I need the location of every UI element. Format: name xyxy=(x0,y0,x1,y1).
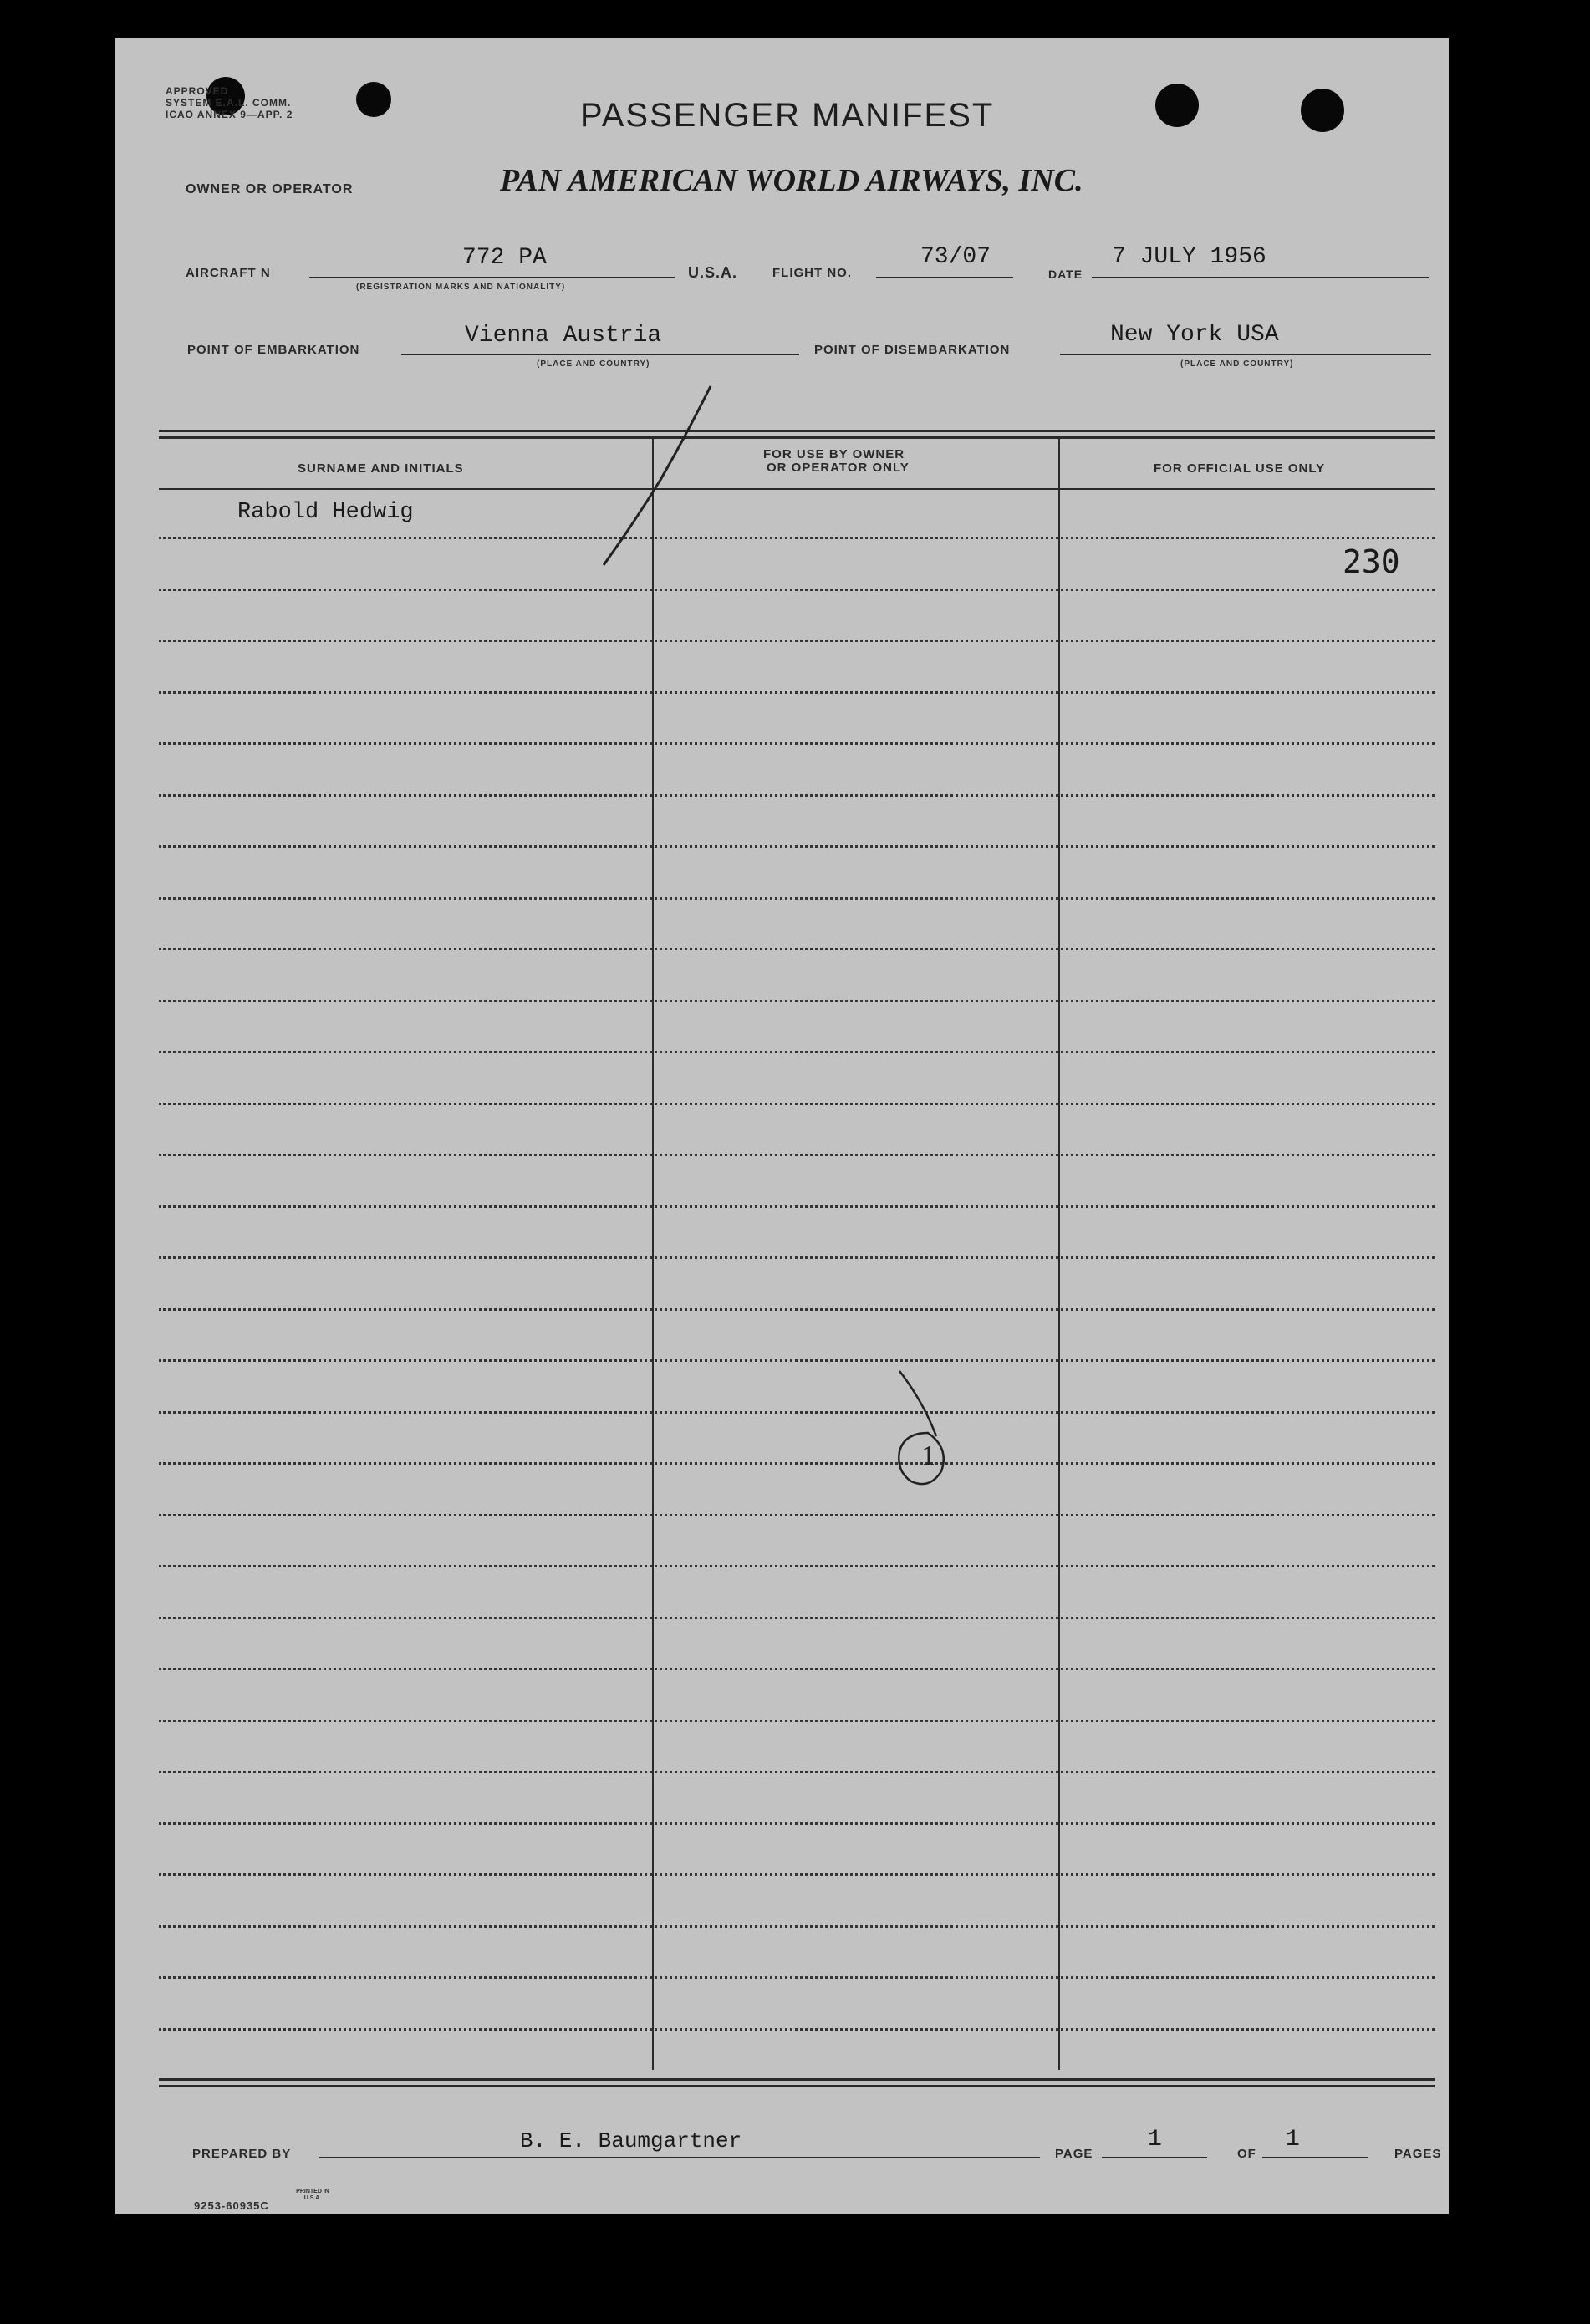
circled-mark-text: 1 xyxy=(921,1440,935,1471)
row-rule xyxy=(159,1771,1435,1773)
of-value: 1 xyxy=(1286,2127,1300,2153)
page-underline xyxy=(1102,2157,1207,2158)
circled-mark-icon xyxy=(889,1368,965,1493)
row-rule xyxy=(159,1925,1435,1928)
row-rule xyxy=(159,1411,1435,1414)
disembark-caption: (PLACE AND COUNTRY) xyxy=(1180,359,1294,369)
punch-hole xyxy=(1155,84,1199,127)
date-label: DATE xyxy=(1048,268,1083,281)
pages-label: PAGES xyxy=(1394,2147,1442,2161)
printed-stamp: PRINTED IN U.S.A. xyxy=(296,2189,329,2201)
embark-label: POINT OF EMBARKATION xyxy=(187,343,360,357)
row-rule xyxy=(159,742,1435,745)
page-value: 1 xyxy=(1148,2127,1162,2153)
col-header-surname: SURNAME AND INITIALS xyxy=(298,461,464,476)
row-rule xyxy=(159,1976,1435,1979)
col-header-owner: OR OPERATOR ONLY xyxy=(767,461,910,475)
row-rule xyxy=(159,1822,1435,1825)
row-rule xyxy=(159,1514,1435,1516)
row-rule xyxy=(159,1205,1435,1208)
row-rule xyxy=(159,1000,1435,1002)
approval-line: APPROVED xyxy=(166,85,229,97)
row-rule xyxy=(159,1668,1435,1670)
punch-hole xyxy=(1301,89,1344,132)
row-rule xyxy=(159,537,1435,539)
col-header-owner: FOR USE BY OWNER xyxy=(763,447,905,461)
row-rule xyxy=(159,1308,1435,1311)
col-header-official: FOR OFFICIAL USE ONLY xyxy=(1154,461,1326,476)
embark-value: Vienna Austria xyxy=(465,323,662,349)
row-rule xyxy=(159,1617,1435,1619)
row-rule xyxy=(159,691,1435,694)
date-underline xyxy=(1092,277,1429,278)
approval-line: ICAO ANNEX 9—APP. 2 xyxy=(166,109,293,120)
row-rule xyxy=(159,1359,1435,1362)
prepared-label: PREPARED BY xyxy=(192,2147,292,2161)
nationality-value: U.S.A. xyxy=(688,264,738,281)
row-rule xyxy=(159,1873,1435,1876)
aircraft-underline xyxy=(309,277,675,278)
approval-line: SYSTEM E.A.L. COMM. xyxy=(166,97,292,109)
row-rule xyxy=(159,2028,1435,2031)
flight-value: 73/07 xyxy=(920,244,991,270)
registration-caption: (REGISTRATION MARKS AND NATIONALITY) xyxy=(356,283,566,292)
prepared-value: B. E. Baumgartner xyxy=(520,2128,742,2153)
row-rule xyxy=(159,897,1435,900)
embark-underline xyxy=(401,354,799,355)
row-rule xyxy=(159,1720,1435,1722)
row-rule xyxy=(159,1051,1435,1053)
row-rule xyxy=(159,1154,1435,1156)
aircraft-label: AIRCRAFT N xyxy=(186,266,271,280)
table-top-rule xyxy=(159,430,1435,439)
check-mark-icon xyxy=(600,381,717,573)
manifest-sheet xyxy=(115,38,1449,2214)
page-title: PASSENGER MANIFEST xyxy=(580,97,995,134)
aircraft-value: 772 PA xyxy=(462,245,547,271)
owner-label: OWNER OR OPERATOR xyxy=(186,182,354,196)
form-number: 9253-60935C xyxy=(194,2199,269,2212)
row-rule xyxy=(159,589,1435,591)
row-rule xyxy=(159,1565,1435,1567)
disembark-value: New York USA xyxy=(1110,322,1279,348)
flight-label: FLIGHT NO. xyxy=(772,266,852,280)
disembark-underline xyxy=(1060,354,1431,355)
of-underline xyxy=(1262,2157,1368,2158)
row-rule xyxy=(159,1256,1435,1259)
punch-hole xyxy=(356,82,391,117)
flight-underline xyxy=(876,277,1013,278)
passenger-name: Rabold Hedwig xyxy=(237,500,414,525)
header-rule xyxy=(159,488,1435,490)
of-label: OF xyxy=(1237,2147,1256,2161)
row-rule xyxy=(159,845,1435,848)
row-rule xyxy=(159,640,1435,642)
date-value: 7 JULY 1956 xyxy=(1112,244,1266,270)
table-bottom-rule xyxy=(159,2078,1435,2087)
row-rule xyxy=(159,794,1435,797)
page-label: PAGE xyxy=(1055,2147,1093,2161)
row-rule xyxy=(159,948,1435,950)
row-rule xyxy=(159,1103,1435,1105)
owner-value: PAN AMERICAN WORLD AIRWAYS, INC. xyxy=(500,163,1083,198)
embark-caption: (PLACE AND COUNTRY) xyxy=(537,359,650,369)
official-number: 230 xyxy=(1343,543,1400,580)
row-rule xyxy=(159,1462,1435,1465)
prepared-underline xyxy=(319,2157,1040,2158)
disembark-label: POINT OF DISEMBARKATION xyxy=(814,343,1011,357)
